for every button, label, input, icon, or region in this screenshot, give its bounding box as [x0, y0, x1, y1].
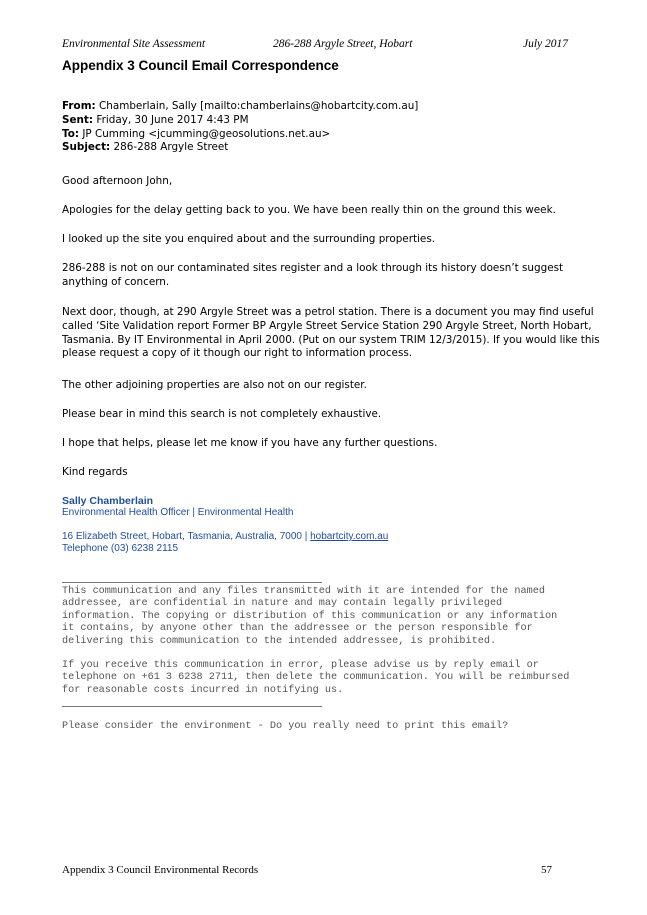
header-left: Environmental Site Assessment — [62, 38, 206, 50]
subject-label: Subject: — [62, 141, 111, 154]
paragraph-register: 286-288 is not on our contaminated sites register and a look through its history doesn’t suggest anything of concern. — [62, 262, 564, 288]
header-center: 286-288 Argyle Street, Hobart — [273, 38, 413, 50]
signature-address: 16 Elizabeth Street, Hobart, Tasmania, Australia, 7000 | — [62, 531, 311, 542]
signature-name: Sally Chamberlain — [62, 495, 154, 507]
environment-notice: Please consider the environment - Do you really need to print this email? — [62, 721, 509, 732]
from-label: From: — [62, 100, 96, 112]
sent-label: Sent: — [62, 113, 94, 126]
signature-block — [62, 495, 388, 555]
paragraph-looked-up: I looked up the site you enquired about and the surrounding properties. — [62, 233, 436, 245]
paragraph-apologies: Apologies for the delay getting back to you. We have been really thin on the ground this week. — [62, 204, 556, 216]
email-header-block — [62, 100, 418, 155]
signature-address-line — [62, 531, 388, 543]
from-value: Chamberlain, Sally [mailto:chamberlains@hobartcity.com.au] — [99, 100, 419, 112]
paragraph-adjoining: The other adjoining properties are also not on our register. — [62, 379, 367, 391]
closing: Kind regards — [62, 466, 128, 478]
to-label: To: — [62, 127, 80, 140]
paragraph-next-door: Next door, though, at 290 Argyle Street was a petrol station. There is a document you may find useful called ‘Site Validation report Former BP Argyle Street Service Station 290 Argyle Street, North Hobart, Tasmania. By IT Environmental in April 2000. (Put on our system TRIM 12/3/2015). If you would like this please request a copy of it though our right to information process. — [62, 306, 600, 360]
from-line — [62, 100, 418, 114]
subject-value: 286-288 Argyle Street — [113, 141, 229, 154]
page-title: Appendix 3 Council Email Correspondence — [62, 58, 339, 73]
header-right: July 2017 — [523, 38, 569, 50]
to-line — [62, 128, 418, 142]
paragraph-hope-helps: I hope that helps, please let me know if you have any further questions. — [62, 437, 438, 449]
website-link[interactable]: hobartcity.com.au — [310, 531, 389, 542]
paragraph-exhaustive: Please bear in mind this search is not completely exhaustive. — [62, 408, 382, 420]
divider-top — [62, 582, 322, 583]
footer-left: Appendix 3 Council Environmental Records — [62, 864, 259, 876]
greeting: Good afternoon John, — [62, 175, 173, 187]
divider-bottom — [62, 706, 322, 707]
sent-value: Friday, 30 June 2017 4:43 PM — [96, 113, 249, 126]
page-number: 57 — [541, 864, 552, 876]
disclaimer-paragraph-1: This communication and any files transmitted with it are intended for the named addressee, are confidential in nature and may contain legally privileged information. The copying or distribution of this communication or any information it contains, by anyone other than the addressee or the person responsible for delivering this communication to the intended addressee, is prohibited. — [62, 586, 558, 647]
to-value: JP Cumming <jcumming@geosolutions.net.au> — [82, 127, 331, 140]
sent-line — [62, 114, 418, 128]
disclaimer-paragraph-2: If you receive this communication in error, please advise us by reply email or telephone on +61 3 6238 2711, then delete the communication. You will be reimbursed for reasonable costs incurred in notifying us. — [62, 660, 570, 696]
subject-line — [62, 141, 418, 155]
signature-role: Environmental Health Officer | Environmental Health — [62, 507, 294, 518]
signature-phone: Telephone (03) 6238 2115 — [62, 543, 179, 554]
